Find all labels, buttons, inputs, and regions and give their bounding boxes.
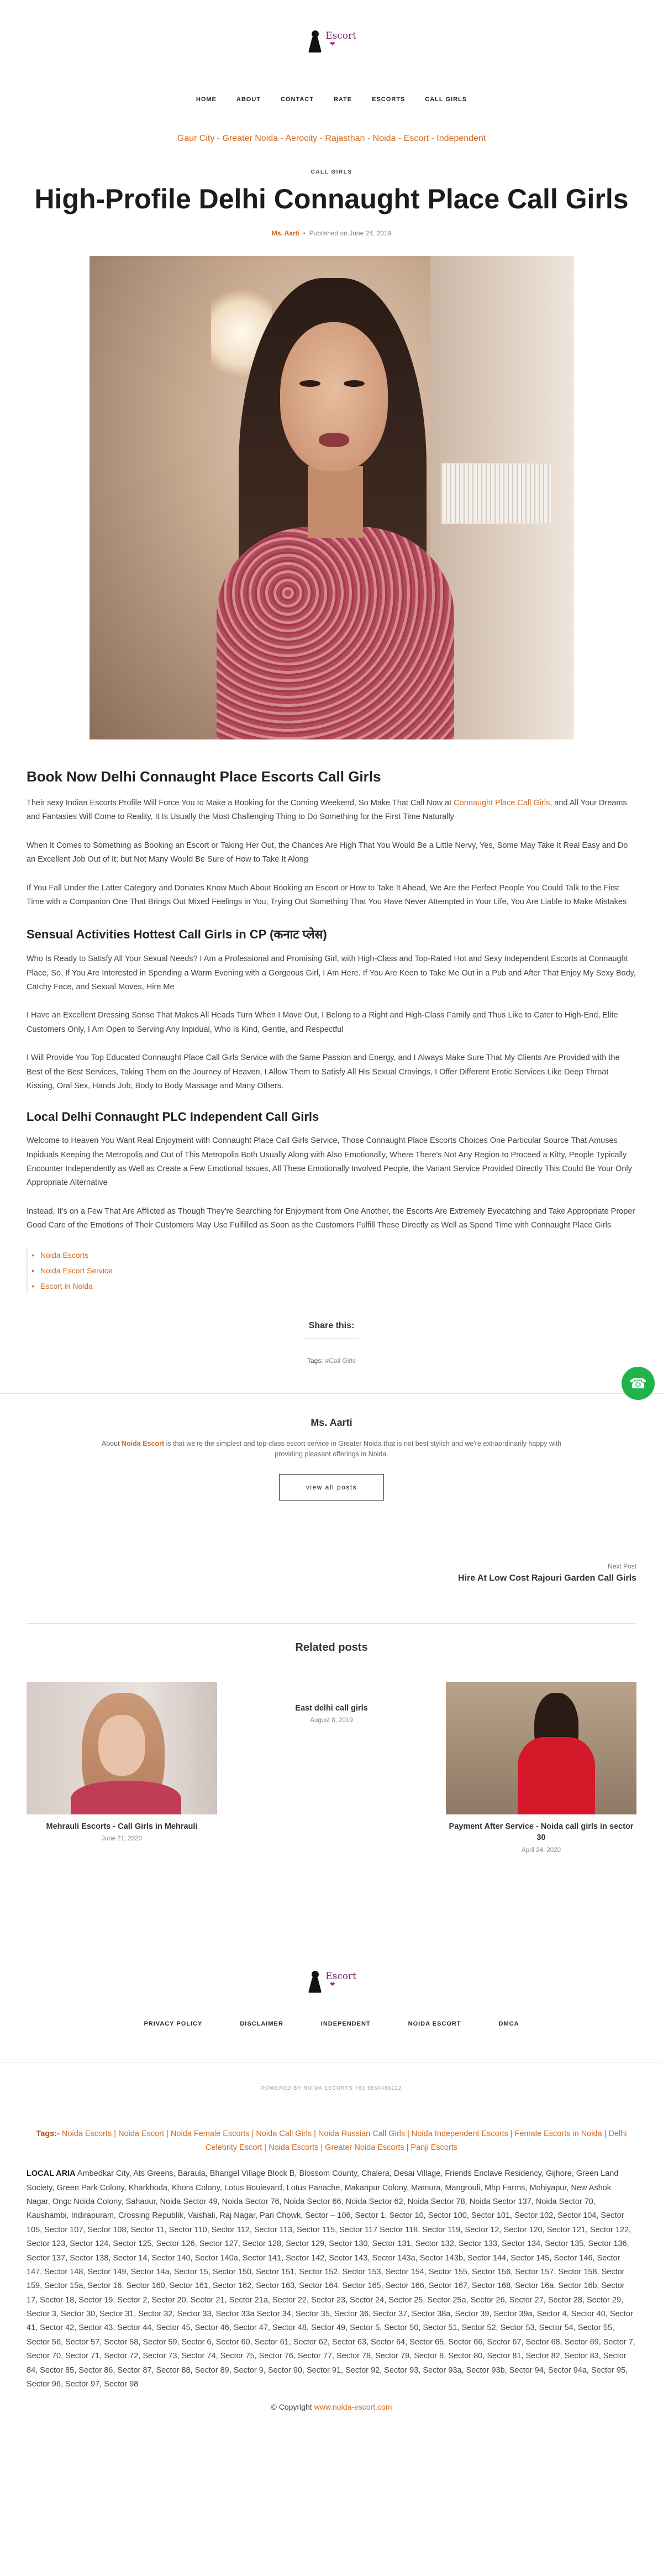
main-nav [0, 83, 663, 116]
whatsapp-icon[interactable]: ☎ [622, 1367, 655, 1400]
site-header [0, 0, 663, 83]
post-content [0, 768, 663, 1294]
featured-image [90, 256, 574, 739]
meta-separator: • [303, 229, 306, 237]
related-post-image[interactable] [27, 1682, 217, 1814]
list-item[interactable]: • Noida Escort Service [28, 1263, 636, 1278]
related-posts [0, 1623, 663, 1854]
powered-by: POWERED BY NOIDA ESCORTS +91 9650466122 [261, 2085, 402, 2091]
logo-text: Escort [325, 30, 356, 41]
copyright-link[interactable]: www.noida-escort.com [314, 2402, 392, 2412]
footer-dmca[interactable]: DMCA [498, 2020, 519, 2027]
connaught-place-link[interactable]: Connaught Place Call Girls [454, 799, 550, 807]
footer-independent[interactable]: INDEPENDENT [320, 2020, 371, 2027]
local-area-list: LOCAL ARIA Ambedkar City, Ats Greens, Baraula, Bhangel Village Block B, Blossom County, Chalera, Desai Village, Friends Enclave Residency, Gijhore, Green Land Society, Green Park Colony, Kharkhoda, Khora Colony, Lotus Boulevard, Lotus Panache, Makanpur Colony, Mamura, Mangrouli, Mhp Farms, Mohiyapur, New Ashok Nagar, Ongc Noida Colony, Sahaour, Noida Sector 49, Noida Sector 76, Noida Sector 66, Noida Sector 62, Noida Sector 78, Noida Sector 137, Noida Sector 70, Kaushambi, Indirapuram, Crossing Republik, Vaishali, Raj Nagar, Pari Chowk, Sector – 106, Sector 1, Sector 10, Sector 100, Sector 101, Sector 102, Sector 104, Sector 105, Sector 107, Sector 108, Sector 11, Sector 110, Sector 112, Sector 113, Sector 115, Sector 117 Sector 118, Sector 119, Sector 12, Sector 120, Sector 121, Sector 122, Sector 123, Sector 124, Sector 125, Sector 126, Sector 127, Sector 128, Sector 129, Sector 130, Sector 131, Sector 132, Sector 133, Sector 134, Sector 135, Sector 136, Sector 137, Sector 138, Sector 14, Sector 140, Sector 140a, Sector 141, Sector 142, Sector 143, Sector 143a, Sector 143b, Sector 144, Sector 145, Sector 146, Sector 147, Sector 148, Sector 149, Sector 14a, Sector 15, Sector 150, Sector 151, Sector 152, Sector 153, Sector 154, Sector 155, Sector 156, Sector 157, Sector 158, Sector 159, Sector 15a, Sector 16, Sector 160, Sector 161, Sector 162, Sector 163, Sector 164, Sector 165, Sector 166, Sector 167, Sector 168, Sector 16a, Sector 16b, Sector 17, Sector 18, Sector 19, Sector 2, Sector 20, Sector 21, Sector 21a, Sector 22, Sector 23, Sector 24, Sector 25, Sector 25a, Sector 26, Sector 27, Sector 28, Sector 29, Sector 3, Sector 30, Sector 31, Sector 32, Sector 33, Sector 33a Sector 34, Sector 35, Sector 36, Sector 37, Sector 38a, Sector 39, Sector 39a, Sector 4, Sector 40, Sector 41, Sector 42, Sector 43, Sector 44, Sector 45, Sector 46, Sector 47, Sector 48, Sector 49, Sector 5, Sector 50, Sector 51, Sector 52, Sector 53, Sector 54, Sector 55, Sector 56, Sector 57, Sector 58, Sector 59, Sector 6, Sector 60, Sector 61, Sector 62, Sector 63, Sector 64, Sector 65, Sector 66, Sector 67, Sector 68, Sector 69, Sector 7, Sector 70, Sector 71, Sector 72, Sector 73, Sector 74, Sector 75, Sector 76, Sector 77, Sector 78, Sector 79, Sector 8, Sector 80, Sector 81, Sector 82, Sector 83, Sector 84, Sector 85, Sector 86, Sector 87, Sector 88, Sector 89, Sector 9, Sector 90, Sector 91, Sector 92, Sector 93, Sector 93a, Sector 93b, Sector 94, Sector 94a, Sector 95, Sector 96, Sector 97, Sector 98 [27, 2169, 635, 2389]
footer-privacy-policy[interactable]: PRIVACY POLICY [144, 2020, 203, 2027]
nav-about[interactable]: ABOUT [236, 96, 261, 103]
footer-noida-escort[interactable]: NOIDA ESCORT [408, 2020, 461, 2027]
post-author-link[interactable]: Ms. Aarti [271, 229, 299, 237]
paragraph: Who Is Ready to Satisfy All Your Sexual Needs? I Am a Professional and Promising Girl, with High-Class and Top-Rated Hot and Sexy Independent Escorts at Connaught Place, So, If You Are Interested in Spending a Warm Evening with a Gorgeous Girl, I Am Here. If You Are Keen to Take Me Out in a Pub and After That Enjoy My Sexy Body, Catchy Face, and Sexual Moves, Hire Me [27, 954, 636, 991]
footer-disclaimer[interactable]: DISCLAIMER [240, 2020, 283, 2027]
logo-figure-icon [307, 30, 323, 53]
share-label: Share this: [308, 1320, 355, 1330]
related-post-title[interactable]: Payment After Service - Noida call girls in sector 30 [449, 1822, 634, 1843]
post-title: High-Profile Delhi Connaught Place Call Girls [34, 183, 629, 214]
nav-call-girls[interactable]: CALL GIRLS [425, 96, 467, 103]
copyright: © Copyright www.noida-escort.com [271, 2402, 392, 2412]
paragraph: I Will Provide You Top Educated Connaught Place Call Girls Service with the Same Passion and Energy, and I Always Make Sure That My Clients Are Provided with the Best of the Best Services, Taking Them on the Journey of Heaven, I Allow Them to Satisfy All His Sexual Cravings, I Offer Different Erotic Services Like Deep Throat Kissing, Oral Sex, Hands Job, Body to Body Massage and Many Others. [27, 1053, 620, 1090]
heading-local: Local Delhi Connaught PLC Independent Call Girls [27, 1110, 319, 1124]
nav-home[interactable]: HOME [196, 96, 217, 103]
author-name: Ms. Aarti [311, 1416, 352, 1428]
view-all-posts-button[interactable]: view all posts [279, 1474, 384, 1501]
nav-escorts[interactable]: ESCORTS [372, 96, 406, 103]
paragraph: When It Comes to Something as Booking an Escort or Taking Her Out, the Chances Are High That You Would Be a Little Nervy, Yes, Some May Take It Real Easy and Do an Excellent Job Out of It; but Not Many Would Be Sure of How to Take It Along [27, 841, 628, 864]
nav-rate[interactable]: RATE [333, 96, 352, 103]
post-category[interactable]: CALL GIRLS [311, 169, 352, 175]
heart-icon: ❤ [330, 1981, 335, 1988]
seo-footer [0, 2127, 663, 2428]
footer-logo-wrap [0, 1971, 663, 1993]
top-location-links[interactable]: Gaur City - Greater Noida - Aerocity - Rajasthan - Noida - Escort - Independent [177, 134, 486, 143]
nav-contact[interactable]: CONTACT [281, 96, 314, 103]
list-item[interactable]: • Noida Escorts [28, 1247, 636, 1263]
site-logo[interactable] [307, 30, 356, 53]
list-item[interactable]: • Escort in Noida [28, 1278, 636, 1294]
logo-text: Escort [325, 1970, 356, 1982]
related-post-title[interactable]: Mehrauli Escorts - Call Girls in Mehrauli [46, 1822, 198, 1832]
heading-book-now: Book Now Delhi Connaught Place Escorts Call Girls [27, 768, 381, 785]
related-post-card[interactable] [27, 1682, 217, 1854]
related-post-card[interactable] [446, 1682, 636, 1854]
related-post-date: June 21, 2020 [102, 1835, 142, 1843]
related-post-image[interactable] [446, 1682, 636, 1814]
related-post-title[interactable]: East delhi call girls [295, 1704, 368, 1713]
next-post-title[interactable]: Hire At Low Cost Rajouri Garden Call Girls [457, 1573, 636, 1583]
next-post-nav[interactable] [27, 1562, 636, 1585]
noida-escort-link[interactable]: Noida Escort [122, 1439, 165, 1447]
related-post-card[interactable] [236, 1682, 427, 1854]
tag-link[interactable]: #Call Girls [325, 1356, 356, 1365]
post-tags: Tags: #Call Girls [307, 1356, 356, 1365]
author-box [0, 1394, 663, 1501]
post-date: Published on June 24, 2019 [309, 229, 392, 237]
heart-icon: ❤ [330, 41, 335, 48]
related-posts-title: Related posts [27, 1623, 636, 1654]
related-post-date: April 24, 2020 [522, 1846, 561, 1854]
link-list [27, 1247, 636, 1294]
paragraph: I Have an Excellent Dressing Sense That Makes All Heads Turn When I Move Out, I Belong to a Right and High-Class Family and Thus Like to Cater to High-End, Elite Customers Only, I Am Open to Serving Any Inpidual, Who Is Kind, Gentle, and Respectful [27, 1011, 618, 1034]
share-section [0, 1321, 663, 1339]
paragraph: Instead, It's on a Few That Are Afflicted as Though They're Searching for Enjoyment from One Another, the Escorts Are Extremely Eyecatching and Take Appropriate Proper Good Care of the Emotions of Their Customers May Use Fulfilled as Soon as the Customers Fulfill These Directly as Well as Spend Time with Connaught Place Girls [27, 1206, 635, 1230]
paragraph: Their sexy Indian Escorts Profile Will Force You to Make a Booking for the Coming Weekend, So Make That Call Now at Connaught Place Call Girls, and All Your Dreams and Fantasies Will Come to Reality, It Is Usually the Most Challenging Thing to Do Something for the First Time Naturally [27, 799, 627, 822]
paragraph: Welcome to Heaven You Want Real Enjoyment with Connaught Place Call Girls Service, Those Connaught Place Escorts Choices One Particular Source That Amuses Inpiduals Keeping the Metropolis and Out of This Metropolis Both Usually Along with Also Emotionally, Where There's Not Any Region to Proceed a Kitty, People Typically Encounter Independently as Well as Create a Few Emotional Issues, All These Emotionally Involved People, the Variant Service Provided Directly This Could Be Your Only Appropriate Alternative [27, 1136, 632, 1188]
post-meta [0, 229, 663, 237]
logo-figure-icon [307, 1971, 323, 1993]
author-bio: About Noida Escort is that we're the simplest and top-class escort service in Greater Noida that is not best stylish and we're extraordinarily happy with providing pleasant offerings in Noida. [101, 1439, 562, 1458]
seo-tags[interactable]: Tags:- Noida Escorts | Noida Escort | Noida Female Escorts | Noida Call Girls | Noida Russian Call Girls | Noida Independent Escorts | Female Escorts in Noida | Delhi Celebrity Escort | Noida Escorts | Greater Noida Escorts | Panji Escorts [36, 2129, 627, 2152]
footer-nav [0, 2021, 663, 2027]
next-post-label: Next Post [607, 1562, 636, 1571]
heading-sensual: Sensual Activities Hottest Call Girls in CP (कनाट प्लेस) [27, 927, 327, 942]
related-post-date: August 8, 2019 [310, 1717, 353, 1724]
footer-logo[interactable] [307, 1971, 356, 1993]
paragraph: If You Fall Under the Latter Category and Donates Know Much About Booking an Escort or How to Take It Ahead, We Are the Perfect People You Could Talk to the First Time with a Companion One That Brings Out Mixed Feelings in You, Trying Out Something That You Have Never Attempted in Your Life, You Are Liable to Make Mistakes [27, 883, 627, 906]
